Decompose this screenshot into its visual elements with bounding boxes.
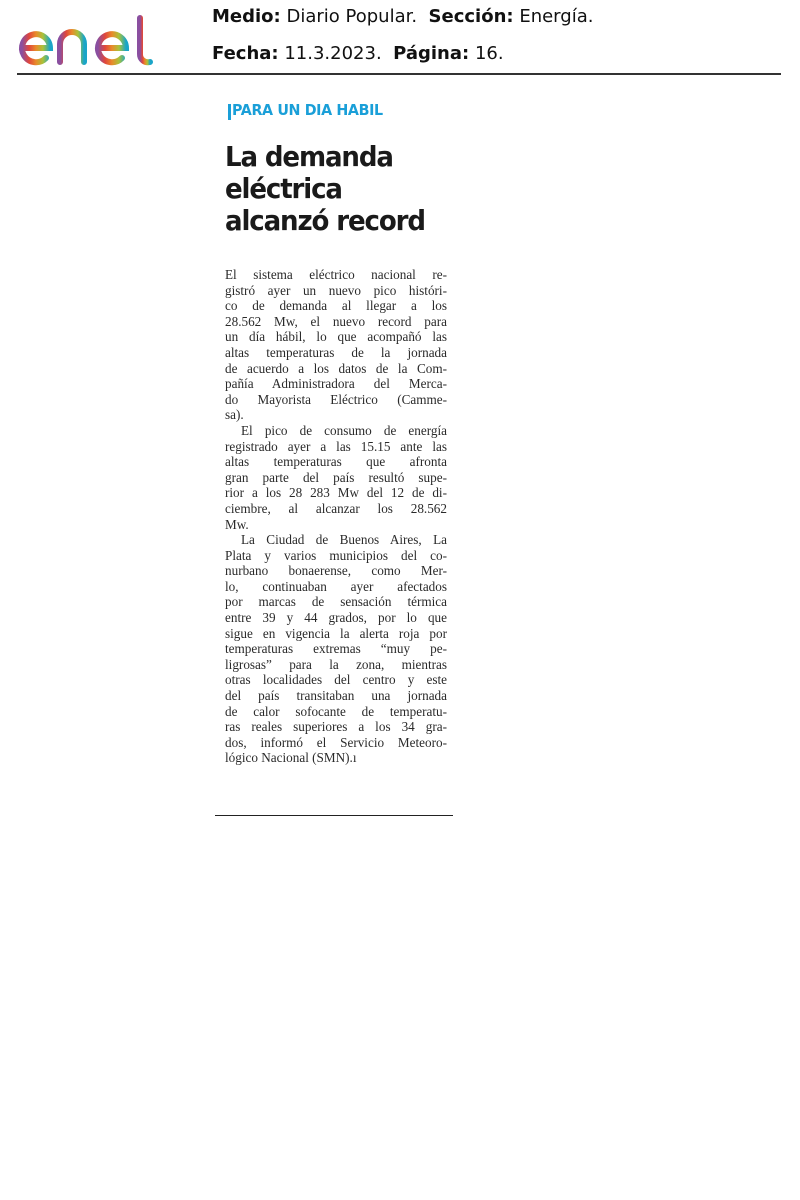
paragraph-line: dos, informó el Servicio Meteoro- — [225, 734, 447, 750]
paragraph-line: La Ciudad de Buenos Aires, La — [241, 532, 447, 548]
pagina-value: 16. — [474, 43, 504, 64]
fecha-value: 11.3.2023. — [284, 43, 382, 64]
paragraph-line: 28.562 Mw, el nuevo record para — [225, 313, 447, 329]
article-paragraph — [225, 423, 447, 532]
paragraph-line: do Mayorista Eléctrico (Cammе- — [225, 391, 447, 407]
headline-line: eléctrica — [225, 172, 342, 205]
paragraph-line: nurbano bonaerense, como Mer- — [225, 563, 447, 579]
article-headline — [225, 141, 458, 237]
fecha-label: Fecha: — [212, 43, 279, 64]
header-divider — [17, 73, 781, 75]
paragraph-line: de acuerdo a los datos de la Com- — [225, 360, 447, 376]
medio-value: Diario Popular. — [286, 6, 418, 27]
seccion-label: Sección: — [428, 6, 514, 27]
paragraph-line: lógico Nacional (SMN).ı — [225, 750, 357, 766]
paragraph-line: Mw. — [225, 516, 249, 532]
paragraph-line: El sistema eléctrico nacional re- — [225, 267, 447, 282]
article-paragraph — [225, 267, 447, 423]
paragraph-line: Plata y varios municipios del co- — [225, 547, 447, 563]
medio-label: Medio: — [212, 6, 281, 27]
enel-logo — [16, 14, 170, 68]
paragraph-line: ciembre, al alcanzar los 28.562 — [225, 500, 447, 516]
paragraph-line: sigue en vigencia la alerta roja por — [225, 625, 447, 641]
paragraph-line: del país transitaban una jornada — [225, 688, 447, 704]
paragraph-line: ras reales superiores a los 34 gra- — [225, 719, 447, 735]
paragraph-line: un día hábil, lo que acompañó las — [225, 329, 447, 345]
paragraph-line: El pico de consumo de energía — [241, 422, 447, 438]
paragraph-line: ligrosas” para la zona, mientras — [225, 656, 447, 672]
paragraph-line: registrado ayer a las 15.15 ante las — [225, 438, 447, 454]
paragraph-line: de calor sofocante de temperatu- — [225, 703, 447, 719]
paragraph-line: por marcas de sensación térmica — [225, 594, 447, 610]
article-kicker: PARA UN DIA HABIL — [232, 101, 383, 119]
headline-line: alcanzó record — [225, 204, 425, 237]
paragraph-line: co de demanda al llegar a los — [225, 298, 447, 314]
paragraph-line: gran parte del país resultó supe- — [225, 469, 447, 485]
seccion-value: Energía. — [519, 6, 594, 27]
pagina-label: Página: — [393, 43, 470, 64]
paragraph-line: otras localidades del centro y este — [225, 672, 447, 688]
article-paragraph — [225, 532, 447, 766]
headline-line: La demanda — [225, 140, 393, 173]
paragraph-line: pañía Administradora del Merca- — [225, 376, 447, 392]
paragraph-line: gistró ayer un nuevo pico históri- — [225, 282, 447, 298]
paragraph-line: sa). — [225, 407, 244, 423]
paragraph-line: altas temperaturas que afronta — [225, 454, 447, 470]
meta-medio-seccion — [212, 6, 593, 27]
paragraph-line: rior a los 28 283 Mw del 12 de di- — [225, 485, 447, 501]
paragraph-line: temperaturas extremas “muy pe- — [225, 641, 447, 657]
paragraph-line: entre 39 y 44 grados, por lo que — [225, 610, 447, 626]
meta-fecha-pagina — [212, 43, 504, 64]
paragraph-line: lo, continuaban ayer afectados — [225, 578, 447, 594]
article-body — [225, 267, 447, 766]
paragraph-line: altas temperaturas de la jornada — [225, 344, 447, 360]
article-end-rule — [215, 815, 453, 816]
kicker-bar — [228, 104, 231, 120]
